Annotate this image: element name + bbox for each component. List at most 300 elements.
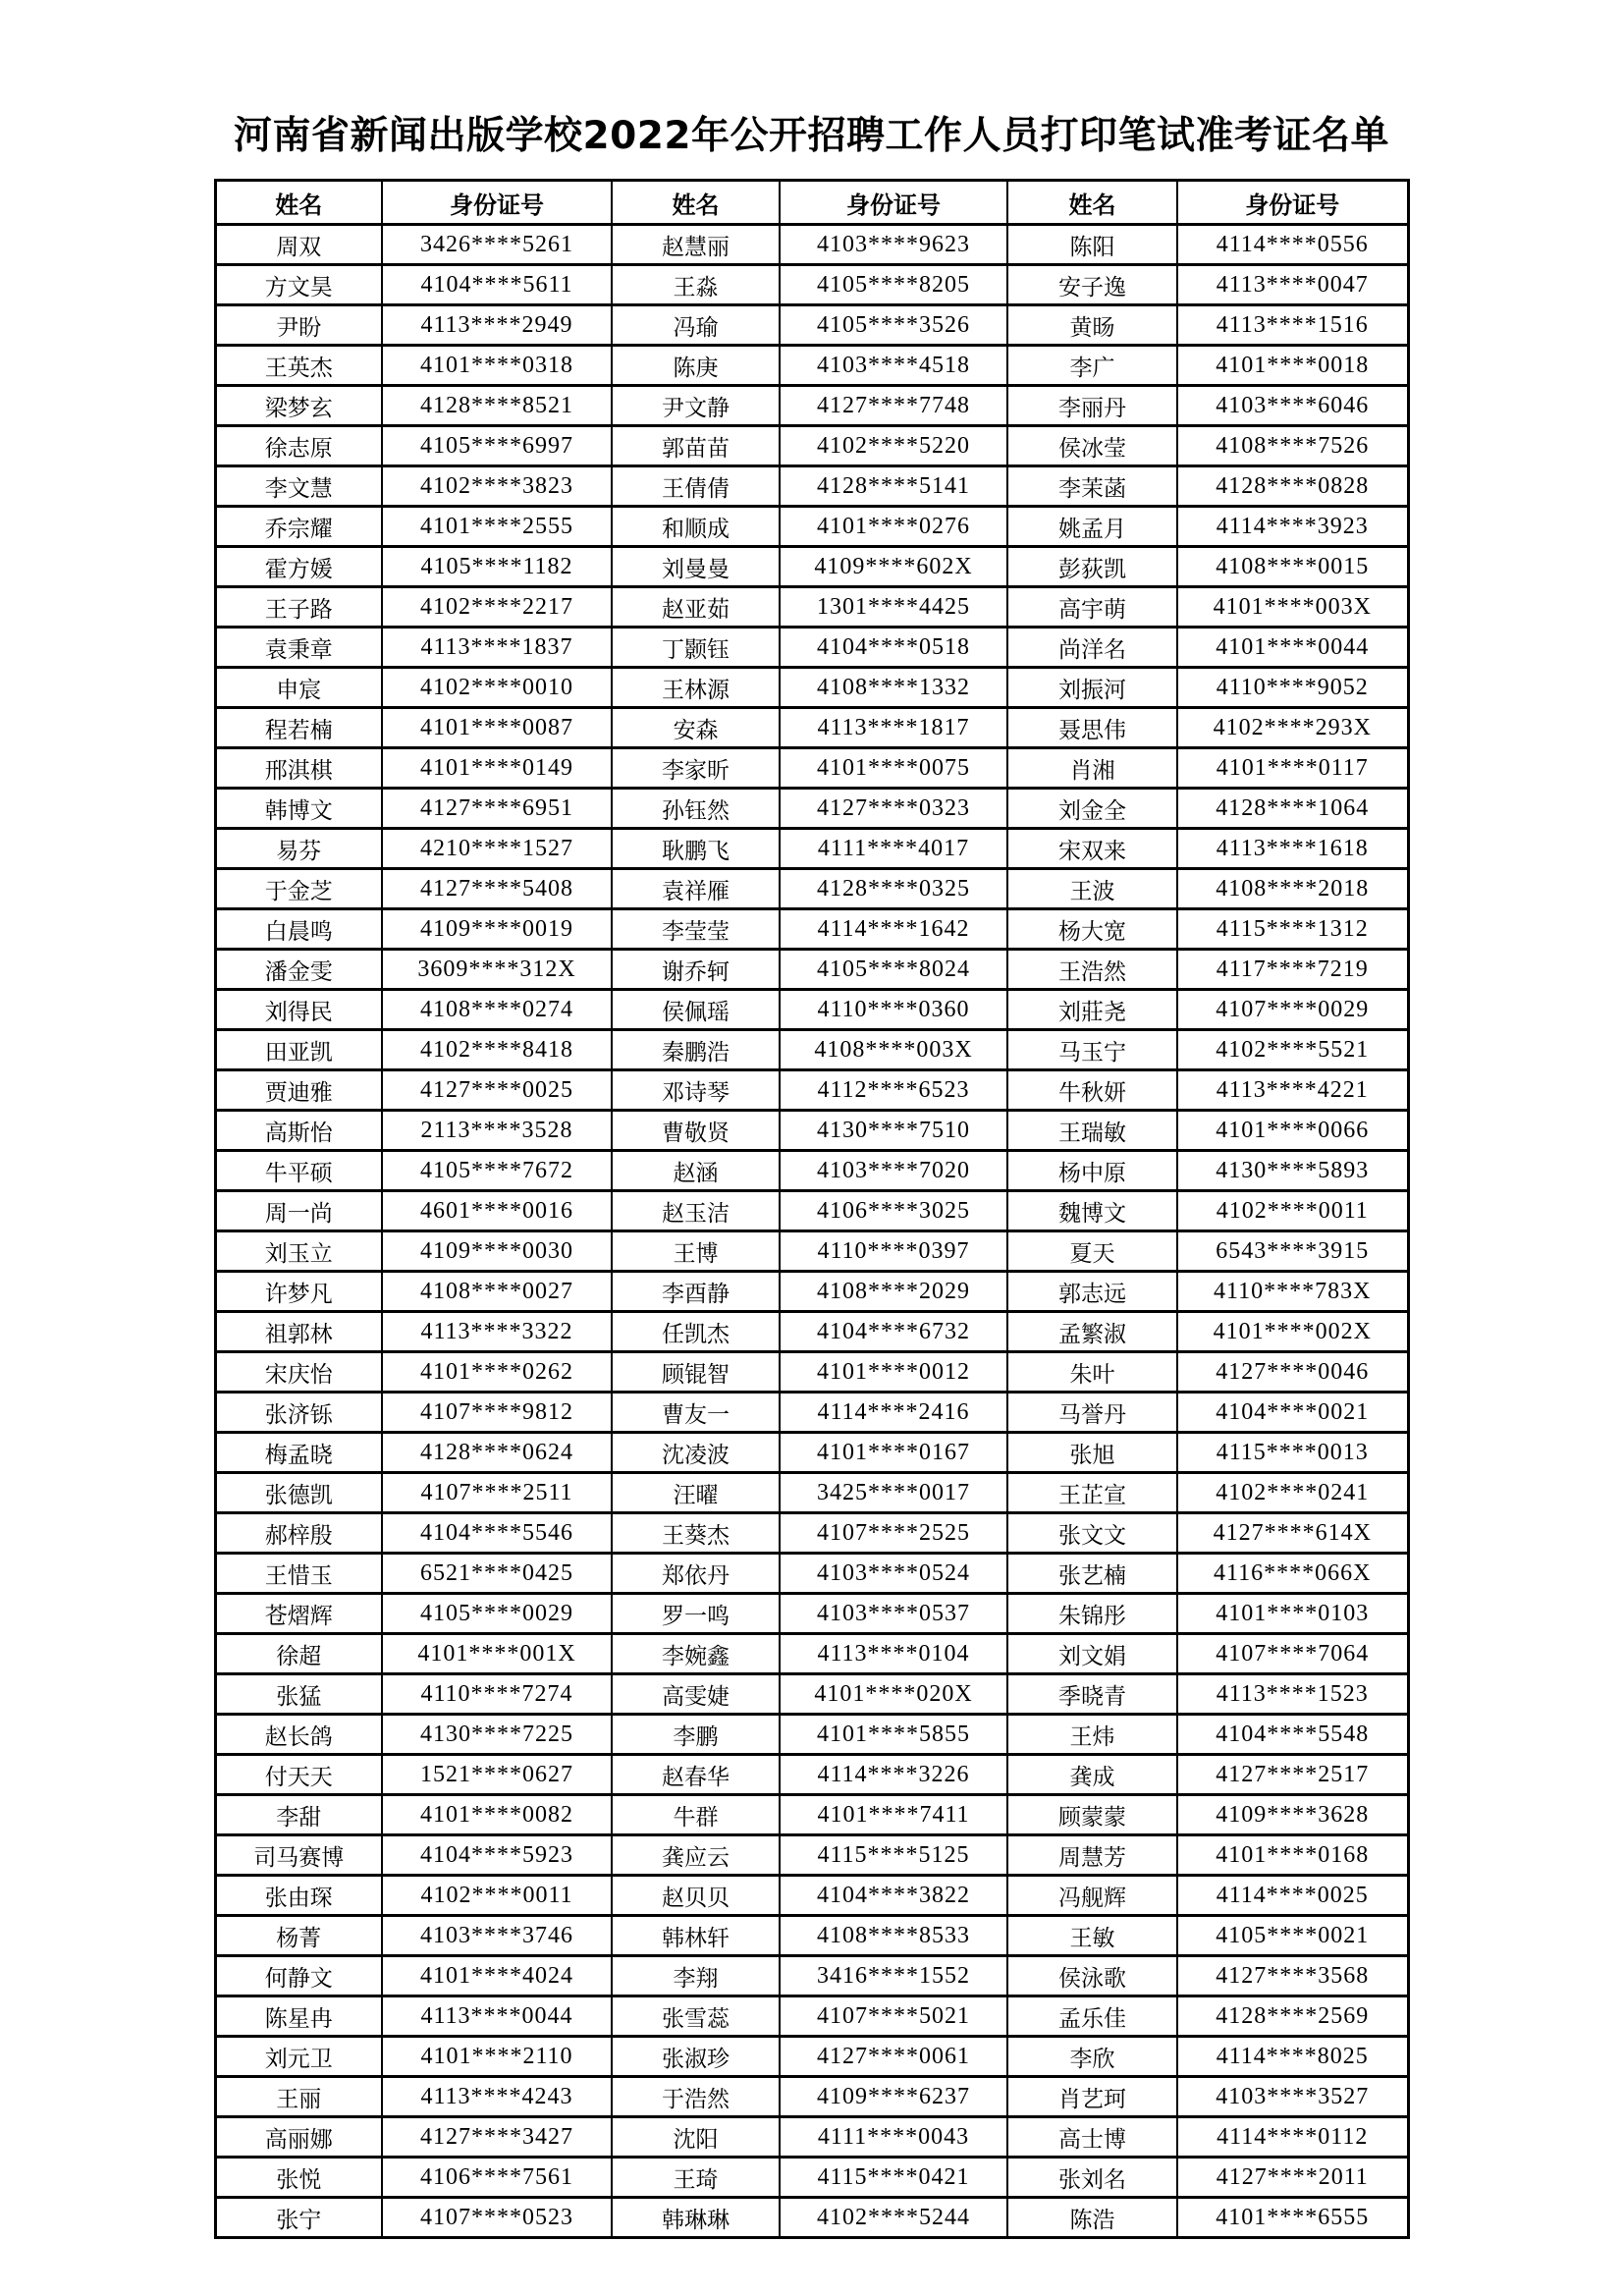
name-cell: 邢淇棋	[215, 748, 382, 789]
name-cell: 韩林轩	[612, 1916, 780, 1956]
name-cell: 付天天	[215, 1755, 382, 1795]
name-cell: 何静文	[215, 1956, 382, 1996]
id-cell: 4127****3568	[1177, 1956, 1408, 1996]
id-cell: 4110****7274	[382, 1674, 612, 1715]
id-cell: 4104****5546	[382, 1513, 612, 1554]
id-cell: 4130****5893	[1177, 1151, 1408, 1191]
name-cell: 牛群	[612, 1795, 780, 1835]
name-cell: 秦鹏浩	[612, 1030, 780, 1070]
table-row	[215, 1231, 1408, 1272]
id-cell: 4115****0421	[780, 2158, 1007, 2198]
id-cell: 4601****0016	[382, 1191, 612, 1231]
name-cell: 曹敬贤	[612, 1111, 780, 1151]
id-cell: 4103****9623	[780, 225, 1007, 265]
id-cell: 4107****2511	[382, 1473, 612, 1513]
id-cell: 4113****0104	[780, 1634, 1007, 1674]
id-cell: 4114****3226	[780, 1755, 1007, 1795]
id-cell: 3416****1552	[780, 1956, 1007, 1996]
id-cell: 4113****1837	[382, 628, 612, 668]
name-cell: 程若楠	[215, 708, 382, 748]
id-cell: 4113****1817	[780, 708, 1007, 748]
id-cell: 4127****0025	[382, 1070, 612, 1111]
id-cell: 4105****8024	[780, 950, 1007, 990]
name-cell: 周双	[215, 225, 382, 265]
id-cell: 4127****2011	[1177, 2158, 1408, 2198]
name-cell: 王瑞敏	[1007, 1111, 1177, 1151]
name-cell: 马誉丹	[1007, 1393, 1177, 1433]
id-cell: 4127****3427	[382, 2117, 612, 2158]
name-cell: 刘文娟	[1007, 1634, 1177, 1674]
id-cell: 4109****6237	[780, 2077, 1007, 2117]
name-cell: 霍方媛	[215, 547, 382, 587]
id-cell: 4108****003X	[780, 1030, 1007, 1070]
name-cell: 周一尚	[215, 1191, 382, 1231]
name-cell: 李丽丹	[1007, 386, 1177, 426]
id-cell: 4101****003X	[1177, 587, 1408, 628]
table-row	[215, 789, 1408, 829]
id-cell: 4104****0518	[780, 628, 1007, 668]
column-header-id-2: 身份证号	[780, 181, 1007, 225]
table-row	[215, 346, 1408, 386]
id-cell: 4113****0047	[1177, 265, 1408, 305]
id-cell: 4101****001X	[382, 1634, 612, 1674]
id-cell: 4102****2217	[382, 587, 612, 628]
id-cell: 4101****0018	[1177, 346, 1408, 386]
id-cell: 4102****293X	[1177, 708, 1408, 748]
name-cell: 袁秉章	[215, 628, 382, 668]
name-cell: 赵长鸽	[215, 1715, 382, 1755]
table-row	[215, 305, 1408, 346]
name-cell: 徐志原	[215, 426, 382, 466]
name-cell: 赵贝贝	[612, 1876, 780, 1916]
id-cell: 4101****0066	[1177, 1111, 1408, 1151]
id-cell: 4102****8418	[382, 1030, 612, 1070]
name-cell: 高士博	[1007, 2117, 1177, 2158]
table-row	[215, 950, 1408, 990]
name-cell: 李鹏	[612, 1715, 780, 1755]
id-cell: 4101****0087	[382, 708, 612, 748]
name-cell: 顾蒙蒙	[1007, 1795, 1177, 1835]
id-cell: 4101****0012	[780, 1352, 1007, 1393]
id-cell: 4109****3628	[1177, 1795, 1408, 1835]
id-cell: 4103****6046	[1177, 386, 1408, 426]
id-cell: 4107****9812	[382, 1393, 612, 1433]
name-cell: 高丽娜	[215, 2117, 382, 2158]
id-cell: 4101****5855	[780, 1715, 1007, 1755]
id-cell: 4117****7219	[1177, 950, 1408, 990]
id-cell: 4108****7526	[1177, 426, 1408, 466]
name-cell: 易芬	[215, 829, 382, 869]
name-cell: 梅孟晓	[215, 1433, 382, 1473]
id-cell: 4101****0318	[382, 346, 612, 386]
id-cell: 4128****0828	[1177, 466, 1408, 507]
name-cell: 高斯怡	[215, 1111, 382, 1151]
name-cell: 张猛	[215, 1674, 382, 1715]
name-cell: 李甜	[215, 1795, 382, 1835]
id-cell: 4107****7064	[1177, 1634, 1408, 1674]
name-cell: 宋庆怡	[215, 1352, 382, 1393]
table-row	[215, 748, 1408, 789]
id-cell: 4108****2018	[1177, 869, 1408, 909]
name-cell: 安森	[612, 708, 780, 748]
name-cell: 陈庚	[612, 346, 780, 386]
id-cell: 4102****5244	[780, 2198, 1007, 2238]
name-cell: 谢乔轲	[612, 950, 780, 990]
id-cell: 4127****6951	[382, 789, 612, 829]
name-cell: 王波	[1007, 869, 1177, 909]
name-cell: 刘玉立	[215, 1231, 382, 1272]
id-cell: 4113****0044	[382, 1996, 612, 2037]
name-cell: 和顺成	[612, 507, 780, 547]
id-cell: 4106****7561	[382, 2158, 612, 2198]
id-cell: 4103****0524	[780, 1554, 1007, 1594]
name-cell: 龚应云	[612, 1835, 780, 1876]
id-cell: 4113****4221	[1177, 1070, 1408, 1111]
name-cell: 朱锦彤	[1007, 1594, 1177, 1634]
table-row	[215, 1473, 1408, 1513]
name-cell: 王博	[612, 1231, 780, 1272]
name-cell: 高宇萌	[1007, 587, 1177, 628]
name-cell: 罗一鸣	[612, 1594, 780, 1634]
table-row	[215, 1674, 1408, 1715]
name-cell: 尹盼	[215, 305, 382, 346]
table-row	[215, 909, 1408, 950]
name-cell: 李翔	[612, 1956, 780, 1996]
id-cell: 4101****002X	[1177, 1312, 1408, 1352]
name-cell: 顾锟智	[612, 1352, 780, 1393]
id-cell: 4113****2949	[382, 305, 612, 346]
id-cell: 4105****1182	[382, 547, 612, 587]
name-cell: 张宁	[215, 2198, 382, 2238]
id-cell: 4104****0021	[1177, 1393, 1408, 1433]
id-cell: 4101****6555	[1177, 2198, 1408, 2238]
name-cell: 侯佩瑶	[612, 990, 780, 1030]
table-row	[215, 587, 1408, 628]
name-cell: 魏博文	[1007, 1191, 1177, 1231]
table-row	[215, 1030, 1408, 1070]
id-cell: 4107****5021	[780, 1996, 1007, 2037]
id-cell: 6543****3915	[1177, 1231, 1408, 1272]
table-row	[215, 1111, 1408, 1151]
name-cell: 宋双来	[1007, 829, 1177, 869]
name-cell: 汪曜	[612, 1473, 780, 1513]
id-cell: 4108****0015	[1177, 547, 1408, 587]
name-cell: 刘振河	[1007, 668, 1177, 708]
name-cell: 李欣	[1007, 2037, 1177, 2077]
name-cell: 肖艺珂	[1007, 2077, 1177, 2117]
id-cell: 4101****4024	[382, 1956, 612, 1996]
name-cell: 孟乐佳	[1007, 1996, 1177, 2037]
name-cell: 肖湘	[1007, 748, 1177, 789]
id-cell: 4114****1642	[780, 909, 1007, 950]
name-cell: 孟繁淑	[1007, 1312, 1177, 1352]
name-cell: 曹友一	[612, 1393, 780, 1433]
id-cell: 4127****614X	[1177, 1513, 1408, 1554]
name-cell: 李酉静	[612, 1272, 780, 1312]
name-cell: 韩琳琳	[612, 2198, 780, 2238]
id-cell: 4101****0117	[1177, 748, 1408, 789]
name-cell: 王英杰	[215, 346, 382, 386]
id-cell: 4102****0011	[382, 1876, 612, 1916]
name-cell: 李广	[1007, 346, 1177, 386]
table-row	[215, 1594, 1408, 1634]
id-cell: 4103****3746	[382, 1916, 612, 1956]
name-cell: 王子路	[215, 587, 382, 628]
id-cell: 4113****1618	[1177, 829, 1408, 869]
table-row	[215, 1352, 1408, 1393]
id-cell: 4103****7020	[780, 1151, 1007, 1191]
id-cell: 4102****5220	[780, 426, 1007, 466]
name-cell: 王琦	[612, 2158, 780, 2198]
name-cell: 张雪蕊	[612, 1996, 780, 2037]
id-cell: 4110****0397	[780, 1231, 1007, 1272]
id-cell: 4101****0149	[382, 748, 612, 789]
id-cell: 4101****0044	[1177, 628, 1408, 668]
roster-table-body	[215, 225, 1408, 2238]
table-row	[215, 1916, 1408, 1956]
id-cell: 4110****9052	[1177, 668, 1408, 708]
id-cell: 4127****2517	[1177, 1755, 1408, 1795]
name-cell: 杨大宽	[1007, 909, 1177, 950]
name-cell: 白晨鸣	[215, 909, 382, 950]
id-cell: 4111****4017	[780, 829, 1007, 869]
table-row	[215, 1835, 1408, 1876]
header-row	[215, 181, 1408, 225]
id-cell: 4127****0046	[1177, 1352, 1408, 1393]
id-cell: 4104****5923	[382, 1835, 612, 1876]
name-cell: 赵涵	[612, 1151, 780, 1191]
name-cell: 郭志远	[1007, 1272, 1177, 1312]
id-cell: 6521****0425	[382, 1554, 612, 1594]
name-cell: 季晓青	[1007, 1674, 1177, 1715]
table-row	[215, 1876, 1408, 1916]
name-cell: 张悦	[215, 2158, 382, 2198]
name-cell: 张刘名	[1007, 2158, 1177, 2198]
id-cell: 4101****7411	[780, 1795, 1007, 1835]
table-row	[215, 2077, 1408, 2117]
name-cell: 陈浩	[1007, 2198, 1177, 2238]
name-cell: 方文昊	[215, 265, 382, 305]
id-cell: 4107****2525	[780, 1513, 1007, 1554]
id-cell: 4110****0360	[780, 990, 1007, 1030]
name-cell: 安子逸	[1007, 265, 1177, 305]
id-cell: 4114****0556	[1177, 225, 1408, 265]
id-cell: 4130****7510	[780, 1111, 1007, 1151]
name-cell: 张济铄	[215, 1393, 382, 1433]
id-cell: 4108****2029	[780, 1272, 1007, 1312]
table-row	[215, 1151, 1408, 1191]
id-cell: 4114****0025	[1177, 1876, 1408, 1916]
name-cell: 于浩然	[612, 2077, 780, 2117]
id-cell: 1521****0627	[382, 1755, 612, 1795]
name-cell: 沈阳	[612, 2117, 780, 2158]
name-cell: 乔宗耀	[215, 507, 382, 547]
id-cell: 4102****0241	[1177, 1473, 1408, 1513]
name-cell: 申宸	[215, 668, 382, 708]
id-cell: 4105****8205	[780, 265, 1007, 305]
table-row	[215, 225, 1408, 265]
table-row	[215, 2117, 1408, 2158]
name-cell: 杨菁	[215, 1916, 382, 1956]
name-cell: 尹文静	[612, 386, 780, 426]
id-cell: 4109****0019	[382, 909, 612, 950]
id-cell: 1301****4425	[780, 587, 1007, 628]
name-cell: 姚孟月	[1007, 507, 1177, 547]
name-cell: 赵慧丽	[612, 225, 780, 265]
name-cell: 陈阳	[1007, 225, 1177, 265]
table-row	[215, 869, 1408, 909]
roster-table	[214, 179, 1410, 2239]
name-cell: 王浩然	[1007, 950, 1177, 990]
id-cell: 4128****2569	[1177, 1996, 1408, 2037]
table-row	[215, 2198, 1408, 2238]
name-cell: 王芷宣	[1007, 1473, 1177, 1513]
table-row	[215, 1070, 1408, 1111]
name-cell: 彭荻凯	[1007, 547, 1177, 587]
name-cell: 杨中原	[1007, 1151, 1177, 1191]
id-cell: 4113****4243	[382, 2077, 612, 2117]
name-cell: 邓诗琴	[612, 1070, 780, 1111]
table-row	[215, 990, 1408, 1030]
column-header-id-3: 身份证号	[1177, 181, 1408, 225]
table-row	[215, 426, 1408, 466]
table-row	[215, 1715, 1408, 1755]
id-cell: 4103****4518	[780, 346, 1007, 386]
name-cell: 张淑珍	[612, 2037, 780, 2077]
name-cell: 刘金全	[1007, 789, 1177, 829]
table-row	[215, 2037, 1408, 2077]
name-cell: 刘得民	[215, 990, 382, 1030]
id-cell: 4113****1523	[1177, 1674, 1408, 1715]
id-cell: 3609****312X	[382, 950, 612, 990]
id-cell: 4101****2110	[382, 2037, 612, 2077]
id-cell: 4108****8533	[780, 1916, 1007, 1956]
id-cell: 4105****7672	[382, 1151, 612, 1191]
name-cell: 赵亚茹	[612, 587, 780, 628]
name-cell: 刘曼曼	[612, 547, 780, 587]
name-cell: 于金芝	[215, 869, 382, 909]
table-row	[215, 1554, 1408, 1594]
table-row	[215, 1433, 1408, 1473]
id-cell: 3425****0017	[780, 1473, 1007, 1513]
column-header-name-2: 姓名	[612, 181, 780, 225]
id-cell: 4101****0082	[382, 1795, 612, 1835]
id-cell: 4110****783X	[1177, 1272, 1408, 1312]
name-cell: 黄旸	[1007, 305, 1177, 346]
id-cell: 4104****6732	[780, 1312, 1007, 1352]
id-cell: 4128****1064	[1177, 789, 1408, 829]
table-row	[215, 1191, 1408, 1231]
name-cell: 张旭	[1007, 1433, 1177, 1473]
id-cell: 4102****0011	[1177, 1191, 1408, 1231]
name-cell: 贾迪雅	[215, 1070, 382, 1111]
id-cell: 4101****0075	[780, 748, 1007, 789]
name-cell: 李婉鑫	[612, 1634, 780, 1674]
id-cell: 4114****0112	[1177, 2117, 1408, 2158]
name-cell: 王倩倩	[612, 466, 780, 507]
id-cell: 4116****066X	[1177, 1554, 1408, 1594]
table-row	[215, 1755, 1408, 1795]
id-cell: 4128****8521	[382, 386, 612, 426]
id-cell: 4102****3823	[382, 466, 612, 507]
name-cell: 韩博文	[215, 789, 382, 829]
name-cell: 牛平硕	[215, 1151, 382, 1191]
page-title: 河南省新闻出版学校2022年公开招聘工作人员打印笔试准考证名单	[233, 114, 1390, 158]
id-cell: 4107****0523	[382, 2198, 612, 2238]
name-cell: 郝梓殷	[215, 1513, 382, 1554]
table-row	[215, 386, 1408, 426]
id-cell: 4108****1332	[780, 668, 1007, 708]
name-cell: 夏天	[1007, 1231, 1177, 1272]
id-cell: 4130****7225	[382, 1715, 612, 1755]
id-cell: 4210****1527	[382, 829, 612, 869]
id-cell: 4113****3322	[382, 1312, 612, 1352]
id-cell: 4102****5521	[1177, 1030, 1408, 1070]
id-cell: 4108****0027	[382, 1272, 612, 1312]
name-cell: 沈凌波	[612, 1433, 780, 1473]
id-cell: 4114****8025	[1177, 2037, 1408, 2077]
table-row	[215, 466, 1408, 507]
table-row	[215, 1795, 1408, 1835]
name-cell: 赵玉洁	[612, 1191, 780, 1231]
id-cell: 4127****7748	[780, 386, 1007, 426]
name-cell: 徐超	[215, 1634, 382, 1674]
name-cell: 张艺楠	[1007, 1554, 1177, 1594]
name-cell: 牛秋妍	[1007, 1070, 1177, 1111]
name-cell: 周慧芳	[1007, 1835, 1177, 1876]
table-row	[215, 1272, 1408, 1312]
name-cell: 李莹莹	[612, 909, 780, 950]
name-cell: 司马赛博	[215, 1835, 382, 1876]
name-cell: 王淼	[612, 265, 780, 305]
table-row	[215, 1393, 1408, 1433]
name-cell: 王葵杰	[612, 1513, 780, 1554]
name-cell: 苍熠辉	[215, 1594, 382, 1634]
name-cell: 李文慧	[215, 466, 382, 507]
table-row	[215, 1312, 1408, 1352]
id-cell: 4115****1312	[1177, 909, 1408, 950]
table-row	[215, 708, 1408, 748]
id-cell: 4101****0167	[780, 1433, 1007, 1473]
table-row	[215, 829, 1408, 869]
id-cell: 4112****6523	[780, 1070, 1007, 1111]
name-cell: 冯舰辉	[1007, 1876, 1177, 1916]
name-cell: 高雯婕	[612, 1674, 780, 1715]
name-cell: 刘元卫	[215, 2037, 382, 2077]
id-cell: 4105****6997	[382, 426, 612, 466]
id-cell: 2113****3528	[382, 1111, 612, 1151]
table-row	[215, 1634, 1408, 1674]
table-row	[215, 1956, 1408, 1996]
table-row	[215, 507, 1408, 547]
name-cell: 张由琛	[215, 1876, 382, 1916]
name-cell: 郭苗苗	[612, 426, 780, 466]
name-cell: 田亚凯	[215, 1030, 382, 1070]
name-cell: 耿鹏飞	[612, 829, 780, 869]
name-cell: 龚成	[1007, 1755, 1177, 1795]
id-cell: 4101****0103	[1177, 1594, 1408, 1634]
id-cell: 4127****0061	[780, 2037, 1007, 2077]
name-cell: 祖郭林	[215, 1312, 382, 1352]
id-cell: 4108****0274	[382, 990, 612, 1030]
id-cell: 4101****0262	[382, 1352, 612, 1393]
id-cell: 4127****0323	[780, 789, 1007, 829]
name-cell: 王敏	[1007, 1916, 1177, 1956]
id-cell: 4103****3527	[1177, 2077, 1408, 2117]
name-cell: 许梦凡	[215, 1272, 382, 1312]
id-cell: 4114****3923	[1177, 507, 1408, 547]
id-cell: 4105****3526	[780, 305, 1007, 346]
